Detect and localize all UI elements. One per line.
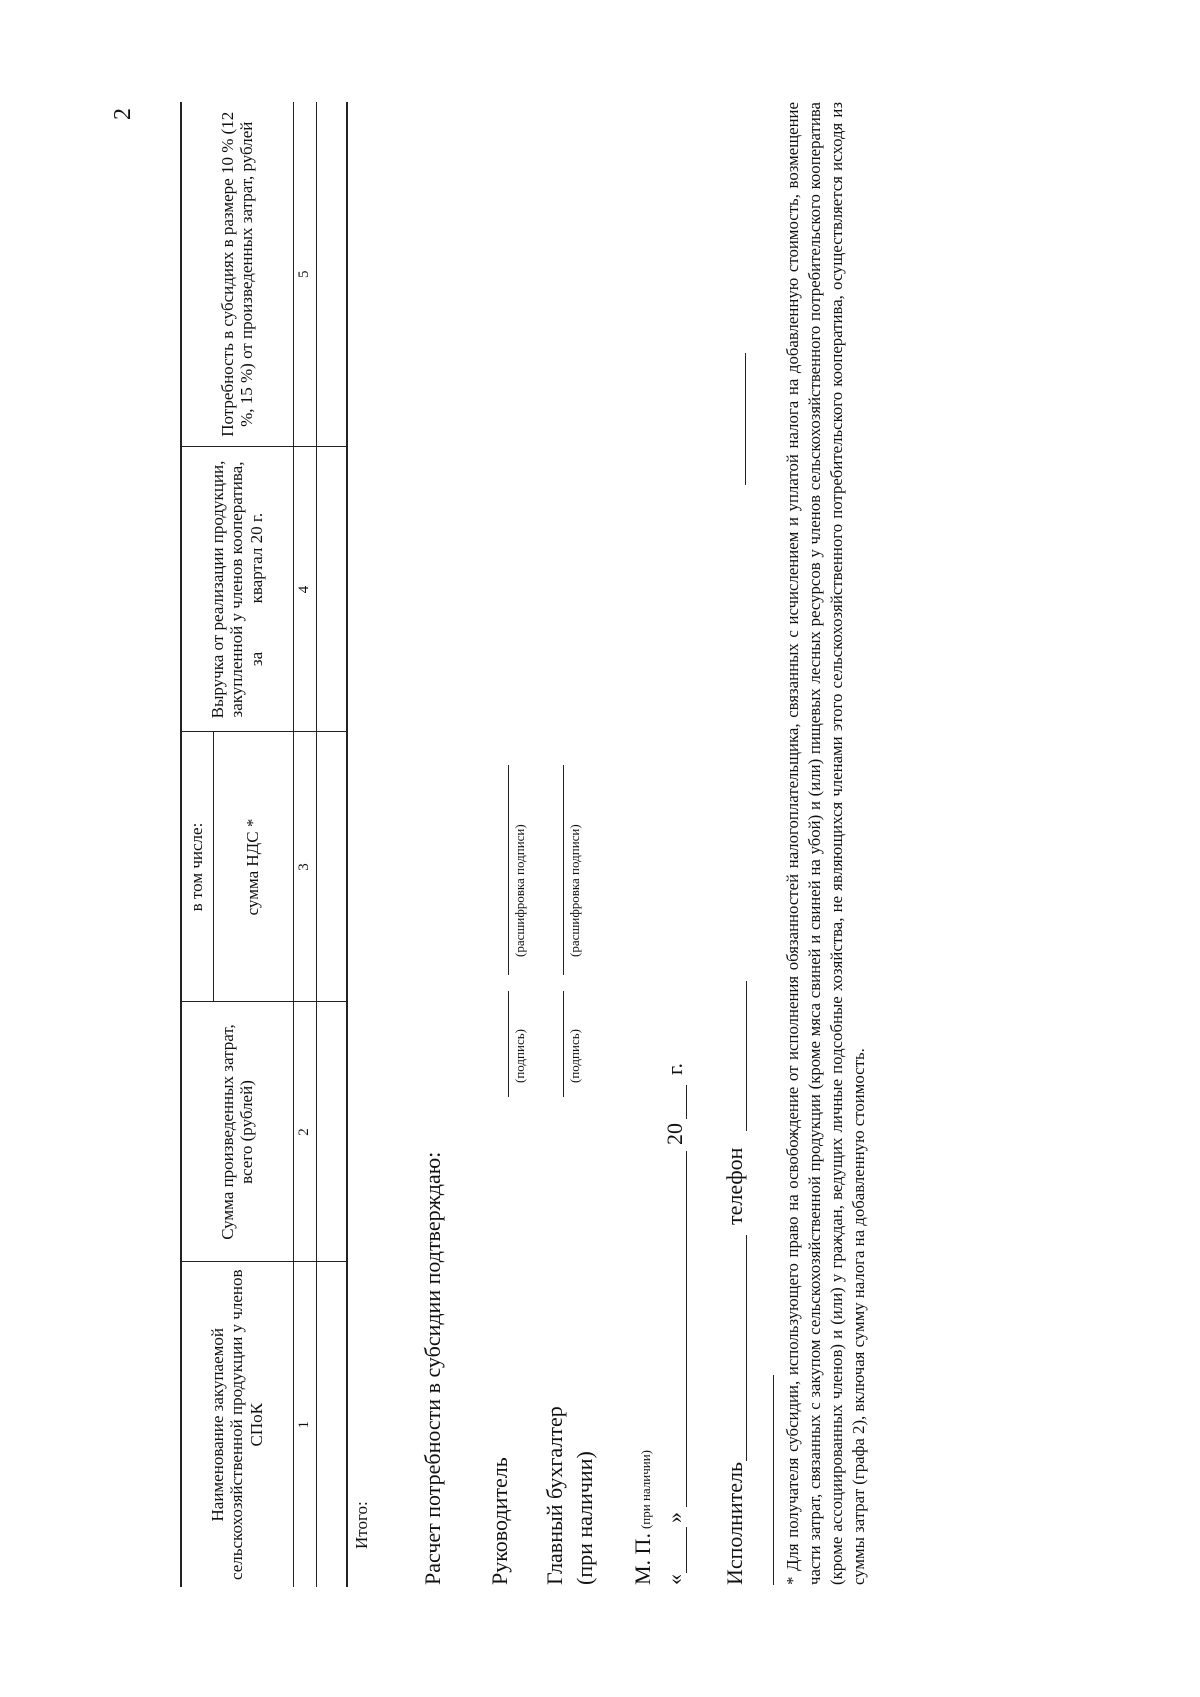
head-signature-caption: (подпись) (512, 1029, 527, 1083)
col-number-2: 2 (293, 1002, 316, 1262)
mp-note: (при наличии) (638, 1449, 653, 1530)
accountant-decoding-line (563, 765, 564, 975)
head-decoding-caption: (расшифровка подписи) (512, 824, 527, 957)
confirm-heading: Расчет потребности в субсидии подтверждаю: (420, 1151, 445, 1585)
executor-line (720, 585, 752, 1585)
mp-label: М. П. (630, 1533, 655, 1585)
chief-accountant-label-line2: (при наличии) (571, 1451, 597, 1585)
data-cell (316, 732, 347, 1002)
stamp-block (628, 1450, 658, 1585)
phone-line (746, 981, 747, 1131)
data-cell (316, 102, 347, 447)
col2-header: Сумма произведенных затрат, всего (рублей) (181, 1002, 293, 1262)
date-day-line (686, 1527, 687, 1573)
col-number-5: 5 (293, 102, 316, 447)
col5-header: Потребность в субсидиях в размере 10 % (12 %, 15 %) от произведенных затрат, рублей (181, 102, 293, 447)
date-month-line (686, 1151, 687, 1507)
col1-header: Наименование закупаемой сельскохозяйственной продукции у членов СПоК (181, 1262, 293, 1587)
col4-header-suffix: квартал 20 г. (247, 512, 267, 604)
data-cell (316, 1262, 347, 1587)
col4-header-prefix: за (247, 651, 267, 667)
col4-header-line1: Выручка от реализации продукции, закупленной у членов кооператива, (207, 460, 247, 719)
date-year-line (686, 1085, 687, 1119)
accountant-decoding-caption: (расшифровка подписи) (567, 824, 582, 957)
accountant-signature-caption: (подпись) (567, 1029, 582, 1083)
year-suffix: г. (662, 1062, 687, 1075)
chief-accountant-label (540, 1406, 599, 1585)
head-label: Руководитель (487, 1457, 512, 1585)
head-decoding-line (508, 765, 509, 975)
year-prefix: 20 (662, 1123, 687, 1145)
phone-label: телефон (722, 1147, 747, 1225)
centered-separator (745, 353, 746, 485)
itogo-label: Итого: (352, 1501, 371, 1549)
col-number-3: 3 (293, 732, 316, 1002)
date-line (660, 1025, 692, 1585)
subsidy-table (180, 102, 348, 1587)
data-cell (316, 447, 347, 732)
executor-name-line (746, 1235, 747, 1461)
incl-header: в том числе: (181, 732, 213, 1002)
executor-label: Исполнитель (722, 1461, 747, 1585)
head-signature-line (508, 991, 509, 1097)
page-number: 2 (110, 108, 136, 120)
col3-header: сумма НДС * (213, 732, 293, 1002)
col4-header (181, 447, 293, 732)
data-cell (316, 1002, 347, 1262)
date-close-quote: » (662, 1512, 687, 1523)
chief-accountant-label-line1: Главный бухгалтер (542, 1406, 567, 1585)
date-open-quote: « (662, 1574, 687, 1585)
footnote: * Для получателя субсидии, использующего право на освобождение от исполнения обязанностей налогоплательщика, связанных с исчислением и уплатой налога на добавленную стоимость, возмещение части затрат, связанных с закупом сельскохозяйственной продукции (кроме мяса свиней и свиней на убой) и (или) пищевых лесных ресурсов у членов сельскохозяйственного потребительского кооператива (кроме ассоциированных членов) и (или) у граждан, ведущих личные подсобные хозяйства, не являющихся членами этого сельскохозяйственного потребительского кооператива, осуществляется исходя из суммы затрат (графа 2), включая сумму налога на добавленную стоимость. (783, 102, 868, 1585)
col-number-4: 4 (293, 447, 316, 732)
footnote-separator (773, 1375, 774, 1585)
col-number-1: 1 (293, 1262, 316, 1587)
accountant-signature-line (563, 991, 564, 1097)
